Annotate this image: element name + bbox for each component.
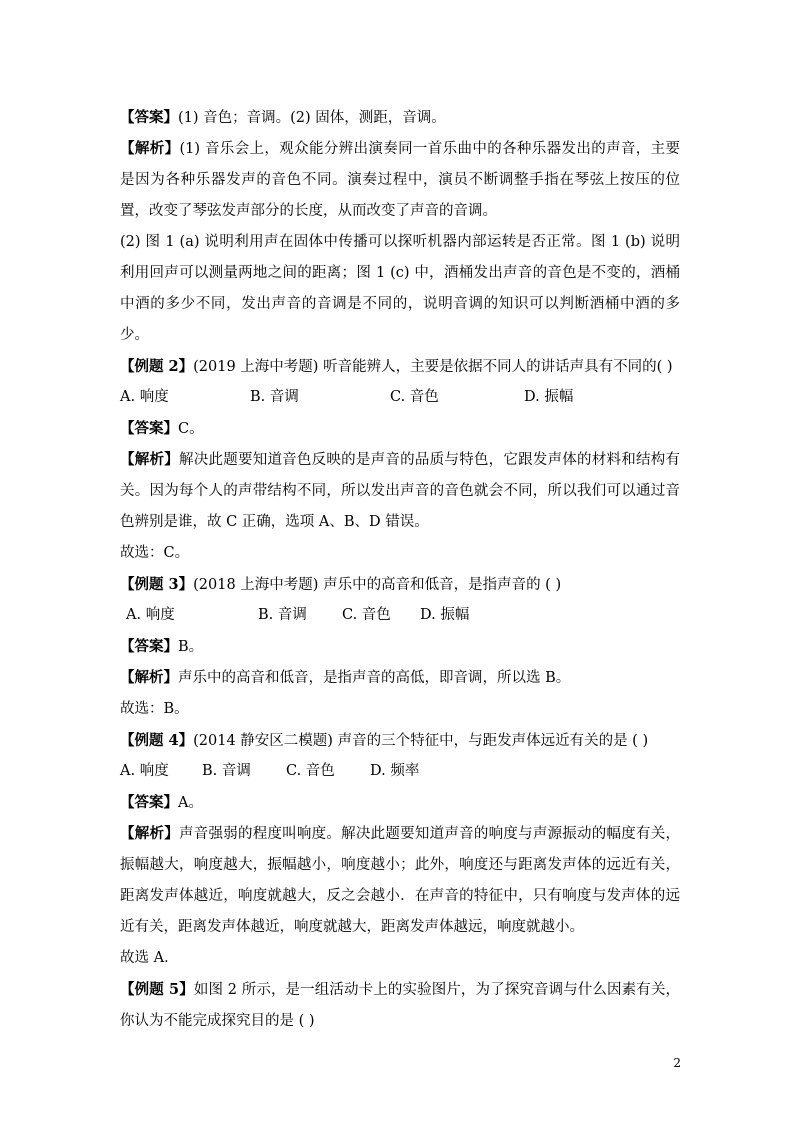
example-4-answer-label: 【答案】	[120, 794, 178, 811]
example-2-option-c: C. 音色	[390, 389, 439, 405]
example-4-analysis-text: 声音强弱的程度叫响度。解决此题要知道声音的响度与声源振动的幅度有关，振幅越大，响度越大，振幅越小，响度越小；此外，响度还与距离发声体的远近有关，距离发声体越近，响度就越大，反之会越小．在声音的特征中，只有响度与发声体的远近有关，距离发声体越近，响度就越大，距离发声体越远，响度就越小。	[120, 826, 681, 935]
example-4-choice: 故选 A．	[120, 950, 179, 966]
example-4-answer-text: A。	[178, 795, 203, 811]
example-3-option-a: A. 响度	[126, 607, 175, 623]
example-2-analysis	[120, 444, 680, 538]
example-3-analysis	[120, 662, 680, 694]
example-2-question-text: (2019 上海中考题) 听音能辨人，主要是依据不同人的讲话声具有不同的( )	[193, 359, 673, 375]
example-4-label: 【例题 4】	[120, 732, 194, 749]
example-4-analysis-label: 【解析】	[120, 825, 179, 842]
example-4-option-b: B. 音调	[202, 763, 251, 779]
answer-line	[120, 102, 680, 133]
example-4-answer	[120, 787, 680, 818]
example-4-option-c: C. 音色	[286, 763, 335, 779]
analysis-text-1: (1) 音乐会上，观众能分辨出演奏同一首乐曲中的各种乐器发出的声音，主要是因为各种乐器发声的音色不同。演奏过程中，演员不断调整手指在琴弦上按压的位置，改变了琴弦发声部分的长度，从而改变了声音的音调。	[120, 141, 680, 219]
example-3-answer-label: 【答案】	[120, 638, 178, 655]
example-2-answer	[120, 413, 680, 444]
example-3-question	[120, 569, 680, 600]
example-3-choice: 故选：B。	[120, 701, 189, 717]
example-4-option-d: D. 频率	[370, 763, 420, 779]
example-3-option-c: C. 音色	[342, 607, 391, 623]
example-2-answer-text: C。	[178, 421, 204, 437]
example-4-options	[120, 756, 680, 787]
example-2-option-a: A. 响度	[120, 389, 169, 405]
example-2-choice: 故选：C。	[120, 545, 190, 561]
example-3-answer	[120, 631, 680, 662]
example-3-answer-text: B。	[178, 639, 204, 655]
example-5-question-text: 如图 2 所示，是一组活动卡上的实验图片，为了探究音调与什么因素有关，你认为不能完成探究目的是 ( )	[120, 982, 680, 1029]
example-3-analysis-text: 声乐中的高音和低音，是指声音的高低，即音调，所以选 B。	[178, 670, 571, 686]
answer-label: 【答案】	[120, 109, 178, 126]
analysis-paragraph-2	[120, 227, 680, 351]
example-2-option-b: B. 音调	[250, 389, 299, 405]
analysis-paragraph-1	[120, 133, 680, 227]
example-3-analysis-label: 【解析】	[120, 669, 178, 686]
example-2-question	[120, 351, 680, 382]
example-2-option-d: D. 振幅	[524, 389, 574, 405]
example-2-answer-label: 【答案】	[120, 420, 178, 437]
example-3-question-text: (2018 上海中考题) 声乐中的高音和低音，是指声音的 ( )	[193, 577, 562, 593]
page-number: 2	[673, 1056, 681, 1070]
example-2-analysis-label: 【解析】	[120, 451, 179, 468]
answer-text: (1) 音色；音调。(2) 固体，测距，音调。	[178, 110, 446, 126]
example-3-option-d: D. 振幅	[420, 607, 470, 623]
example-5-question	[120, 974, 680, 1037]
example-4-question	[120, 725, 680, 756]
example-4-question-text: (2014 静安区二模题) 声音的三个特征中，与距发声体远近有关的是 ( )	[193, 733, 649, 749]
example-4-analysis	[120, 818, 680, 943]
example-2-analysis-text: 解决此题要知道音色反映的是声音的品质与特色，它跟发声体的材料和结构有关。因为每个人的声带结构不同，所以发出声音的音色就会不同，所以我们可以通过音色辨别是谁，故 C 正确，选项 A、B、D 错误。	[120, 452, 681, 530]
example-4-option-a: A. 响度	[120, 763, 169, 779]
example-5-label: 【例题 5】	[120, 981, 194, 998]
example-3-options	[120, 600, 680, 631]
analysis-text-2: (2) 图 1 (a) 说明利用声在固体中传播可以探听机器内部运转是否正常。图 1 (b) 说明利用回声可以测量两地之间的距离；图 1 (c) 中，酒桶发出声音的音色是不变的，酒桶中酒的多少不同，发出声音的音调是不同的，说明音调的知识可以判断酒桶中酒的多少。	[120, 234, 680, 343]
example-2-label: 【例题 2】	[120, 358, 194, 375]
example-3-option-b: B. 音调	[258, 607, 307, 623]
example-2-options	[120, 382, 680, 413]
analysis-label: 【解析】	[120, 140, 180, 157]
example-3-label: 【例题 3】	[120, 576, 194, 593]
page-content	[120, 102, 680, 1037]
